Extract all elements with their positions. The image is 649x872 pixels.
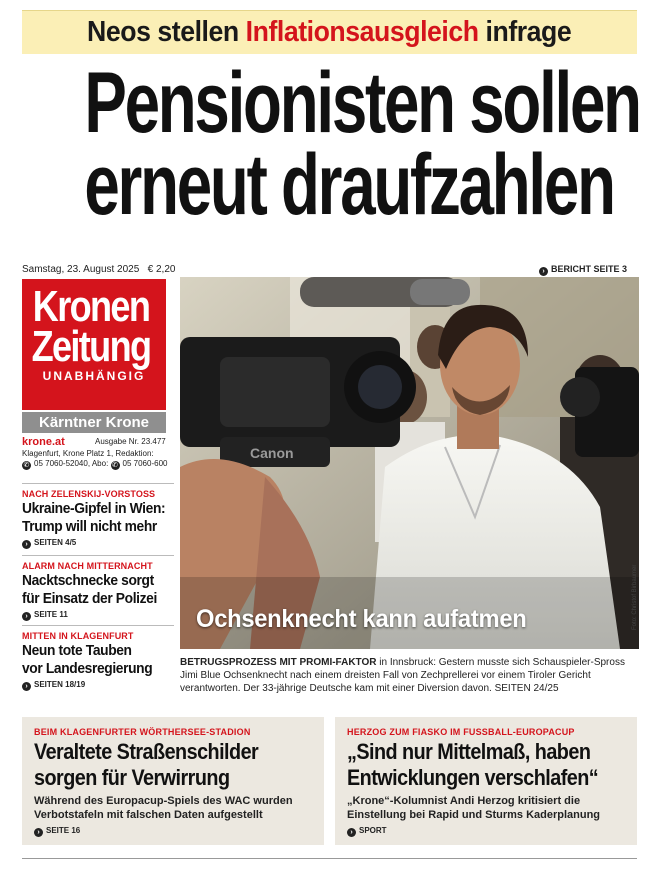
- side-teaser[interactable]: NACH ZELENSKIJ-VORSTOSS Ukraine-Gipfel in Wien: Trump will nicht mehr › SEITEN 4/5: [22, 489, 166, 548]
- arrow-right-icon: ›: [22, 682, 31, 691]
- arrow-right-icon: ›: [22, 540, 31, 549]
- side-teaser[interactable]: MITTEN IN KLAGENFURT Neun tote Tauben vor Landesregierung › SEITEN 18/19: [22, 631, 153, 690]
- divider: [22, 555, 174, 556]
- camera-brand: Canon: [250, 445, 294, 461]
- arrow-right-icon: ›: [347, 828, 356, 837]
- bottom-rule: [22, 858, 637, 859]
- kicker-text-2: infrage: [478, 16, 572, 48]
- issue-price: € 2,20: [147, 264, 176, 275]
- top-kicker: [22, 10, 637, 54]
- photo-lead-body: in Innsbruck: Gestern musste sich Schauspieler-Spross Jimi Blue Ochsenknecht nach einem dreisten Fall von Zechprellerei vor einem Tiroler Gericht verantworten. Der 33-jährige Deutsche kam mit einer Diversion davon. SEITEN 24/25: [180, 657, 625, 694]
- photo-overlay-headline: Ochsenknecht kann aufatmen: [196, 605, 527, 633]
- regional-edition: Kärntner Krone: [22, 412, 166, 433]
- bottom-teaser-left[interactable]: BEIM KLAGENFURTER WÖRTHERSEE-STADION Veraltete Straßenschilder sorgen für Verwirrung Während des Europacup-Spiels des WAC wurden Verbotstafeln mit falschen Daten aufgestellt › SEITE 16: [22, 717, 324, 845]
- masthead-line-1: Kronen: [32, 282, 150, 331]
- photo-lead-bold: BETRUGSPROZESS MIT PROMI-FAKTOR: [180, 657, 377, 668]
- phone-icon-2: ✆: [112, 462, 118, 469]
- main-headline[interactable]: [0, 55, 649, 233]
- editorial-address: Klagenfurt, Krone Platz 1, Redaktion: ✆ 05 7060-52040, Abo: ✆ 05 7060-600: [22, 449, 168, 469]
- photo-credit: Foto: Christof Birbaumer: [632, 564, 638, 630]
- website-link[interactable]: krone.at: [22, 436, 65, 448]
- side-teaser[interactable]: ALARM NACH MITTERNACHT Nacktschnecke sorgt für Einsatz der Polizei › SEITE 11: [22, 561, 157, 620]
- masthead-tagline: UNABHÄNGIG: [42, 369, 146, 383]
- issue-number: Ausgabe Nr. 23.477: [95, 437, 166, 446]
- divider: [22, 483, 174, 484]
- report-reference[interactable]: › BERICHT SEITE 3: [539, 264, 627, 276]
- headline-line-2: erneut draufzahlen: [84, 137, 614, 233]
- headline-line-1: Pensionisten sollen: [84, 55, 640, 151]
- lead-photo-illustration: [180, 277, 639, 649]
- arrow-right-icon: ›: [539, 267, 548, 276]
- arrow-right-icon: ›: [34, 828, 43, 837]
- kicker-text-1: Neos stellen: [87, 16, 246, 48]
- phone-icon: ✆: [23, 462, 30, 469]
- dateline: [22, 264, 175, 275]
- divider: [22, 625, 174, 626]
- issue-date: Samstag, 23. August 2025: [22, 264, 140, 275]
- masthead-logo[interactable]: [22, 279, 166, 410]
- bottom-teaser-right[interactable]: HERZOG ZUM FIASKO IM FUSSBALL-EUROPACUP „Sind nur Mittelmaß, haben Entwicklungen verschlafen“ „Krone“-Kolumnist Andi Herzog kritisiert die Einstellung bei Rapid und Sturms Kaderplanung › SPORT: [335, 717, 637, 845]
- kicker-highlight: Inflationsausgleich: [245, 16, 479, 48]
- arrow-right-icon: ›: [22, 612, 31, 621]
- lead-photo[interactable]: [180, 277, 639, 649]
- photo-lead-text[interactable]: [180, 656, 639, 695]
- masthead-line-2: Zeitung: [31, 322, 151, 371]
